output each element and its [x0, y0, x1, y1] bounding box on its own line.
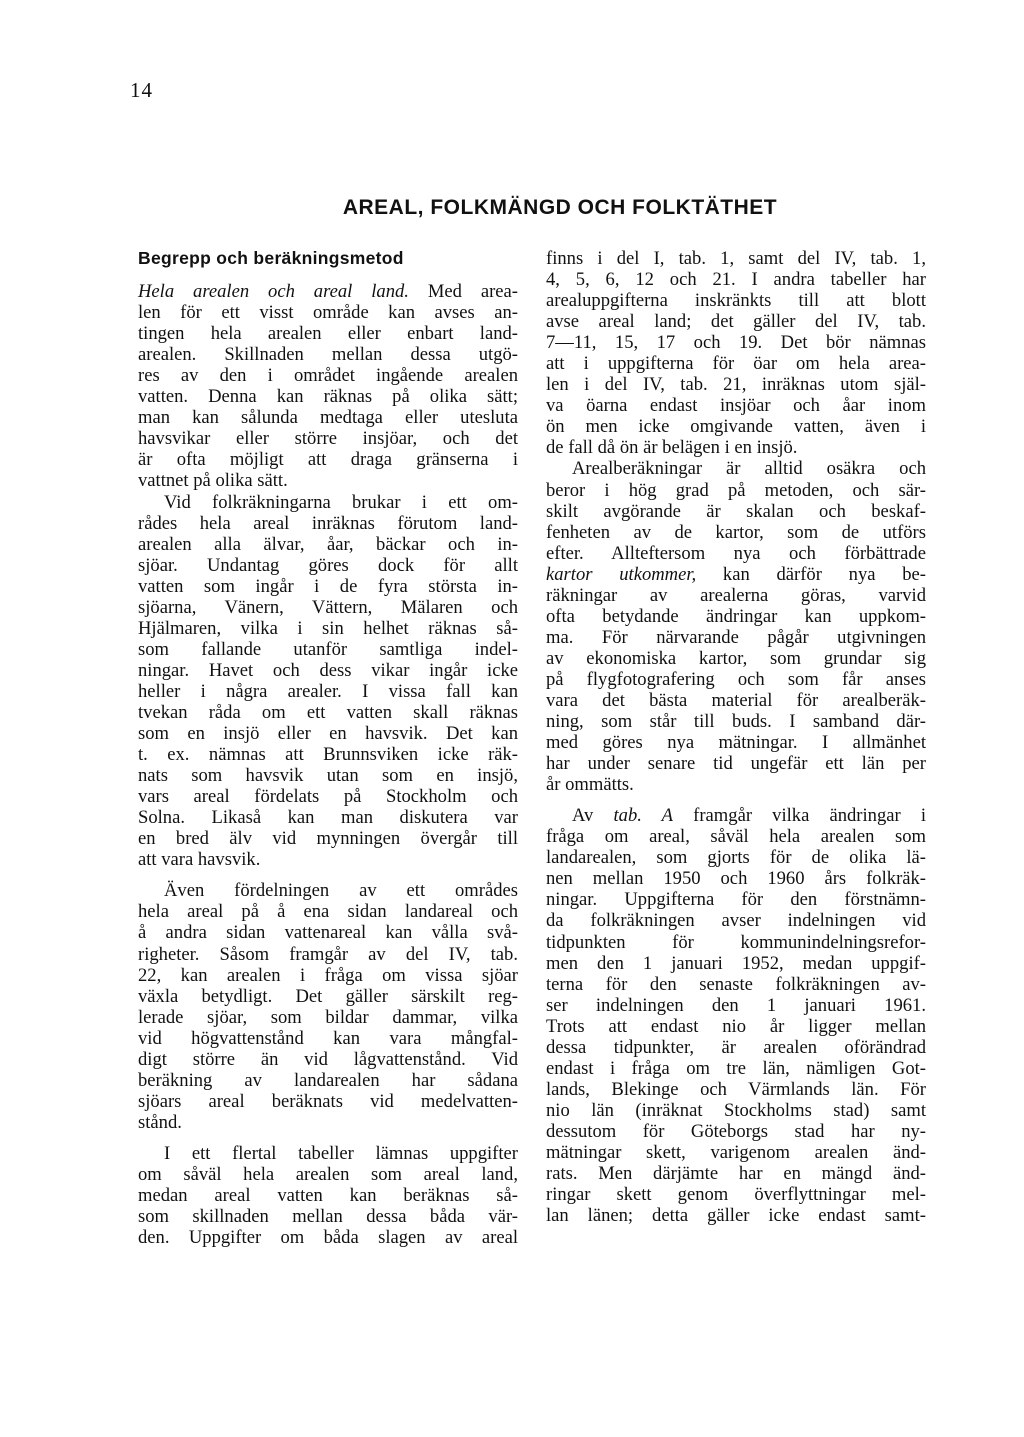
left-column	[138, 248, 518, 1248]
paragraph-5	[546, 248, 926, 458]
page-number: 14	[130, 78, 153, 102]
text-line: res av den i området ingående arealen	[138, 365, 518, 387]
text-line: Även fördelningen av ett områdes	[164, 880, 518, 902]
text-line: digt större än vid lågvattenstånd. Vid	[138, 1048, 518, 1070]
text-line: len för ett visst område kan avses an-	[138, 302, 518, 324]
text-line: stånd.	[138, 1111, 182, 1133]
text-line: vid högvattenstånd kan vara mångfal-	[138, 1027, 518, 1049]
text-line: vattnet på olika sätt.	[138, 470, 288, 492]
text-line: arealuppgifterna inskränkts till att blott	[546, 290, 926, 312]
text-line: sjöarna, Vänern, Vättern, Mälaren och	[138, 596, 518, 618]
text-line: sjöars areal beräknats vid medelvatten-	[138, 1090, 518, 1112]
text-line: 4, 5, 6, 12 och 21. I andra tabeller har	[546, 269, 926, 291]
text-line: endast i fråga om tre län, nämligen Got-	[546, 1057, 926, 1079]
text-line: vatten. Denna kan räknas på olika sätt;	[138, 386, 518, 408]
text-line: lerade sjöar, som bildar dammar, vilka	[138, 1006, 518, 1028]
italic-text: tab. A	[613, 805, 674, 827]
text-line: som fallande utanför samtliga indel-	[138, 638, 518, 660]
text-line: ser indelningen den 1 januari 1961.	[546, 994, 926, 1016]
text-line: ofta betydande ändringar kan uppkom-	[546, 605, 926, 627]
text-line: ningar. Uppgifterna för den förstnämn-	[546, 889, 926, 911]
text-line: mätningar skett, varigenom arealen änd-	[546, 1141, 926, 1163]
text-line: lands, Blekinge och Värmlands län. För	[546, 1078, 926, 1100]
paragraph-4	[138, 1143, 518, 1248]
text-line: är ofta möjligt att draga gränserna i	[138, 449, 518, 471]
text-line: efter. Allteftersom nya och förbättrade	[546, 542, 926, 564]
text-line: har under senare tid ungefär ett län per	[546, 753, 926, 775]
text-line: som skillnaden mellan dessa båda vär-	[138, 1206, 518, 1228]
text-line: havsvikar eller större insjöar, och det	[138, 428, 518, 450]
text-line: att i uppgifterna för öar om hela area-	[546, 353, 926, 375]
text-line: dessutom för Göteborgs stad har ny-	[546, 1120, 926, 1142]
paragraph-7	[546, 805, 926, 1226]
text-line: av ekonomiska kartor, som grundar sig	[546, 647, 926, 669]
italic-lead: Hela arealen och areal land.	[138, 281, 409, 303]
text-line: terna för den senaste folkräkningen av-	[546, 973, 926, 995]
text-line: I ett flertal tabeller lämnas uppgifter	[164, 1142, 518, 1164]
text-line: å andra sidan vattenareal kan vålla svå-	[138, 922, 518, 944]
text-line: nats som havsvik utan som en insjö,	[138, 765, 518, 787]
paragraph-2	[138, 492, 518, 871]
text-line: avse areal land; det gäller del IV, tab.	[546, 311, 926, 333]
text-line: righeter. Såsom framgår av del IV, tab.	[138, 943, 518, 965]
text-line: Hela arealen och areal land. Med area-	[138, 281, 518, 303]
paragraph-3	[138, 880, 518, 1133]
text-line: tvekan råda om ett vatten skall räknas	[138, 701, 518, 723]
text-line: om såväl hela arealen som areal land,	[138, 1163, 518, 1185]
text-line: på flygfotografering och som får anses	[546, 668, 926, 690]
text-line: dessa tidpunkter, är arealen oförändrad	[546, 1036, 926, 1058]
text-line: len i del IV, tab. 21, inräknas utom själ-	[546, 374, 926, 396]
text-line: fenheten av de kartor, som de utförs	[546, 521, 926, 543]
text-line: Vid folkräkningarna brukar i ett om-	[164, 491, 518, 513]
text-line: Av tab. A framgår vilka ändringar i	[572, 805, 926, 827]
text-line: som en insjö eller en havsvik. Det kan	[138, 723, 518, 745]
section-heading: Begrepp och beräkningsmetod	[138, 248, 404, 268]
text-line: ning, som står till buds. I samband där-	[546, 711, 926, 733]
text-line: beräkning av landarealen har sådana	[138, 1069, 518, 1091]
text-line: hela areal på å ena sidan landareal och	[138, 901, 518, 923]
text-line: men den 1 januari 1952, medan uppgif-	[546, 952, 926, 974]
text-line: år ommätts.	[546, 774, 634, 796]
text-line: en bred älv vid mynningen övergår till	[138, 828, 518, 850]
text-line: nio län (inräknat Stockholms stad) samt	[546, 1099, 926, 1121]
text-line: de fall då ön är belägen i en insjö.	[546, 437, 798, 459]
text-line: sjöar. Undantag göres dock för allt	[138, 554, 518, 576]
text-line: med göres nya mätningar. I allmänhet	[546, 732, 926, 754]
text-line: heller i några arealer. I vissa fall kan	[138, 680, 518, 702]
text-line: den. Uppgifter om båda slagen av areal	[138, 1227, 518, 1249]
text-line: vatten som ingår i de fyra största in-	[138, 575, 518, 597]
text-line: va öarna endast insjöar och åar inom	[546, 395, 926, 417]
italic-text: kartor utkommer,	[546, 563, 697, 585]
text-line: kartor utkommer, kan därför nya be-	[546, 563, 926, 585]
text-line: ön men icke omgivande vatten, även i	[546, 416, 926, 438]
paragraph-6	[546, 458, 926, 795]
paragraph-1	[138, 281, 518, 491]
text-line: rats. Men därjämte har en mängd änd-	[546, 1163, 926, 1185]
text-line: 7—11, 15, 17 och 19. Det bör nämnas	[546, 332, 926, 354]
text-line: Trots att endast nio år ligger mellan	[546, 1015, 926, 1037]
text-line: Arealberäkningar är alltid osäkra och	[572, 458, 926, 480]
text-line: finns i del I, tab. 1, samt del IV, tab. 1,	[546, 248, 926, 269]
text-line: arealen alla älvar, åar, bäckar och in-	[138, 533, 518, 555]
page-title: AREAL, FOLKMÄNGD OCH FOLKTÄTHET	[342, 196, 778, 219]
text-line: tidpunkten för kommunindelningsrefor-	[546, 931, 926, 953]
text-line: räkningar av arealerna göras, varvid	[546, 584, 926, 606]
text-line: 22, kan arealen i fråga om vissa sjöar	[138, 964, 518, 986]
text-line: medan areal vatten kan beräknas så-	[138, 1185, 518, 1207]
text-line: rådes hela areal inräknas förutom land-	[138, 512, 518, 534]
text-line: beror i hög grad på metoden, och sär-	[546, 479, 926, 501]
right-column	[546, 248, 926, 1226]
text-line: Solna. Likaså kan man diskutera var	[138, 807, 518, 829]
text-line: lan länen; detta gäller icke endast samt-	[546, 1205, 926, 1227]
text-line: da folkräkningen avser indelningen vid	[546, 910, 926, 932]
text-line: skilt avgörande är skalan och beskaf-	[546, 500, 926, 522]
text-line: man kan sålunda medtaga eller utesluta	[138, 407, 518, 429]
text-line: att vara havsvik.	[138, 849, 261, 871]
text-line: landarealen, som gjorts för de olika lä-	[546, 847, 926, 869]
text-line: tingen hela arealen eller enbart land-	[138, 323, 518, 345]
text-line: vars areal fördelats på Stockholm och	[138, 786, 518, 808]
text-line: växla betydligt. Det gäller särskilt reg-	[138, 985, 518, 1007]
text-line: Hjälmaren, vilka i sin helhet räknas så-	[138, 617, 518, 639]
text-line: nen mellan 1950 och 1960 års folkräk-	[546, 868, 926, 890]
text-line: ningar. Havet och dess vikar ingår icke	[138, 659, 518, 681]
text-line: ma. För närvarande pågår utgivningen	[546, 626, 926, 648]
text-line: t. ex. nämnas att Brunnsviken icke räk-	[138, 744, 518, 766]
text-line: ringar skett genom överflyttningar mel-	[546, 1184, 926, 1206]
text-line: fråga om areal, såväl hela arealen som	[546, 826, 926, 848]
text-line: arealen. Skillnaden mellan dessa utgö-	[138, 344, 518, 366]
text-line: vara det bästa material för arealberäk-	[546, 689, 926, 711]
